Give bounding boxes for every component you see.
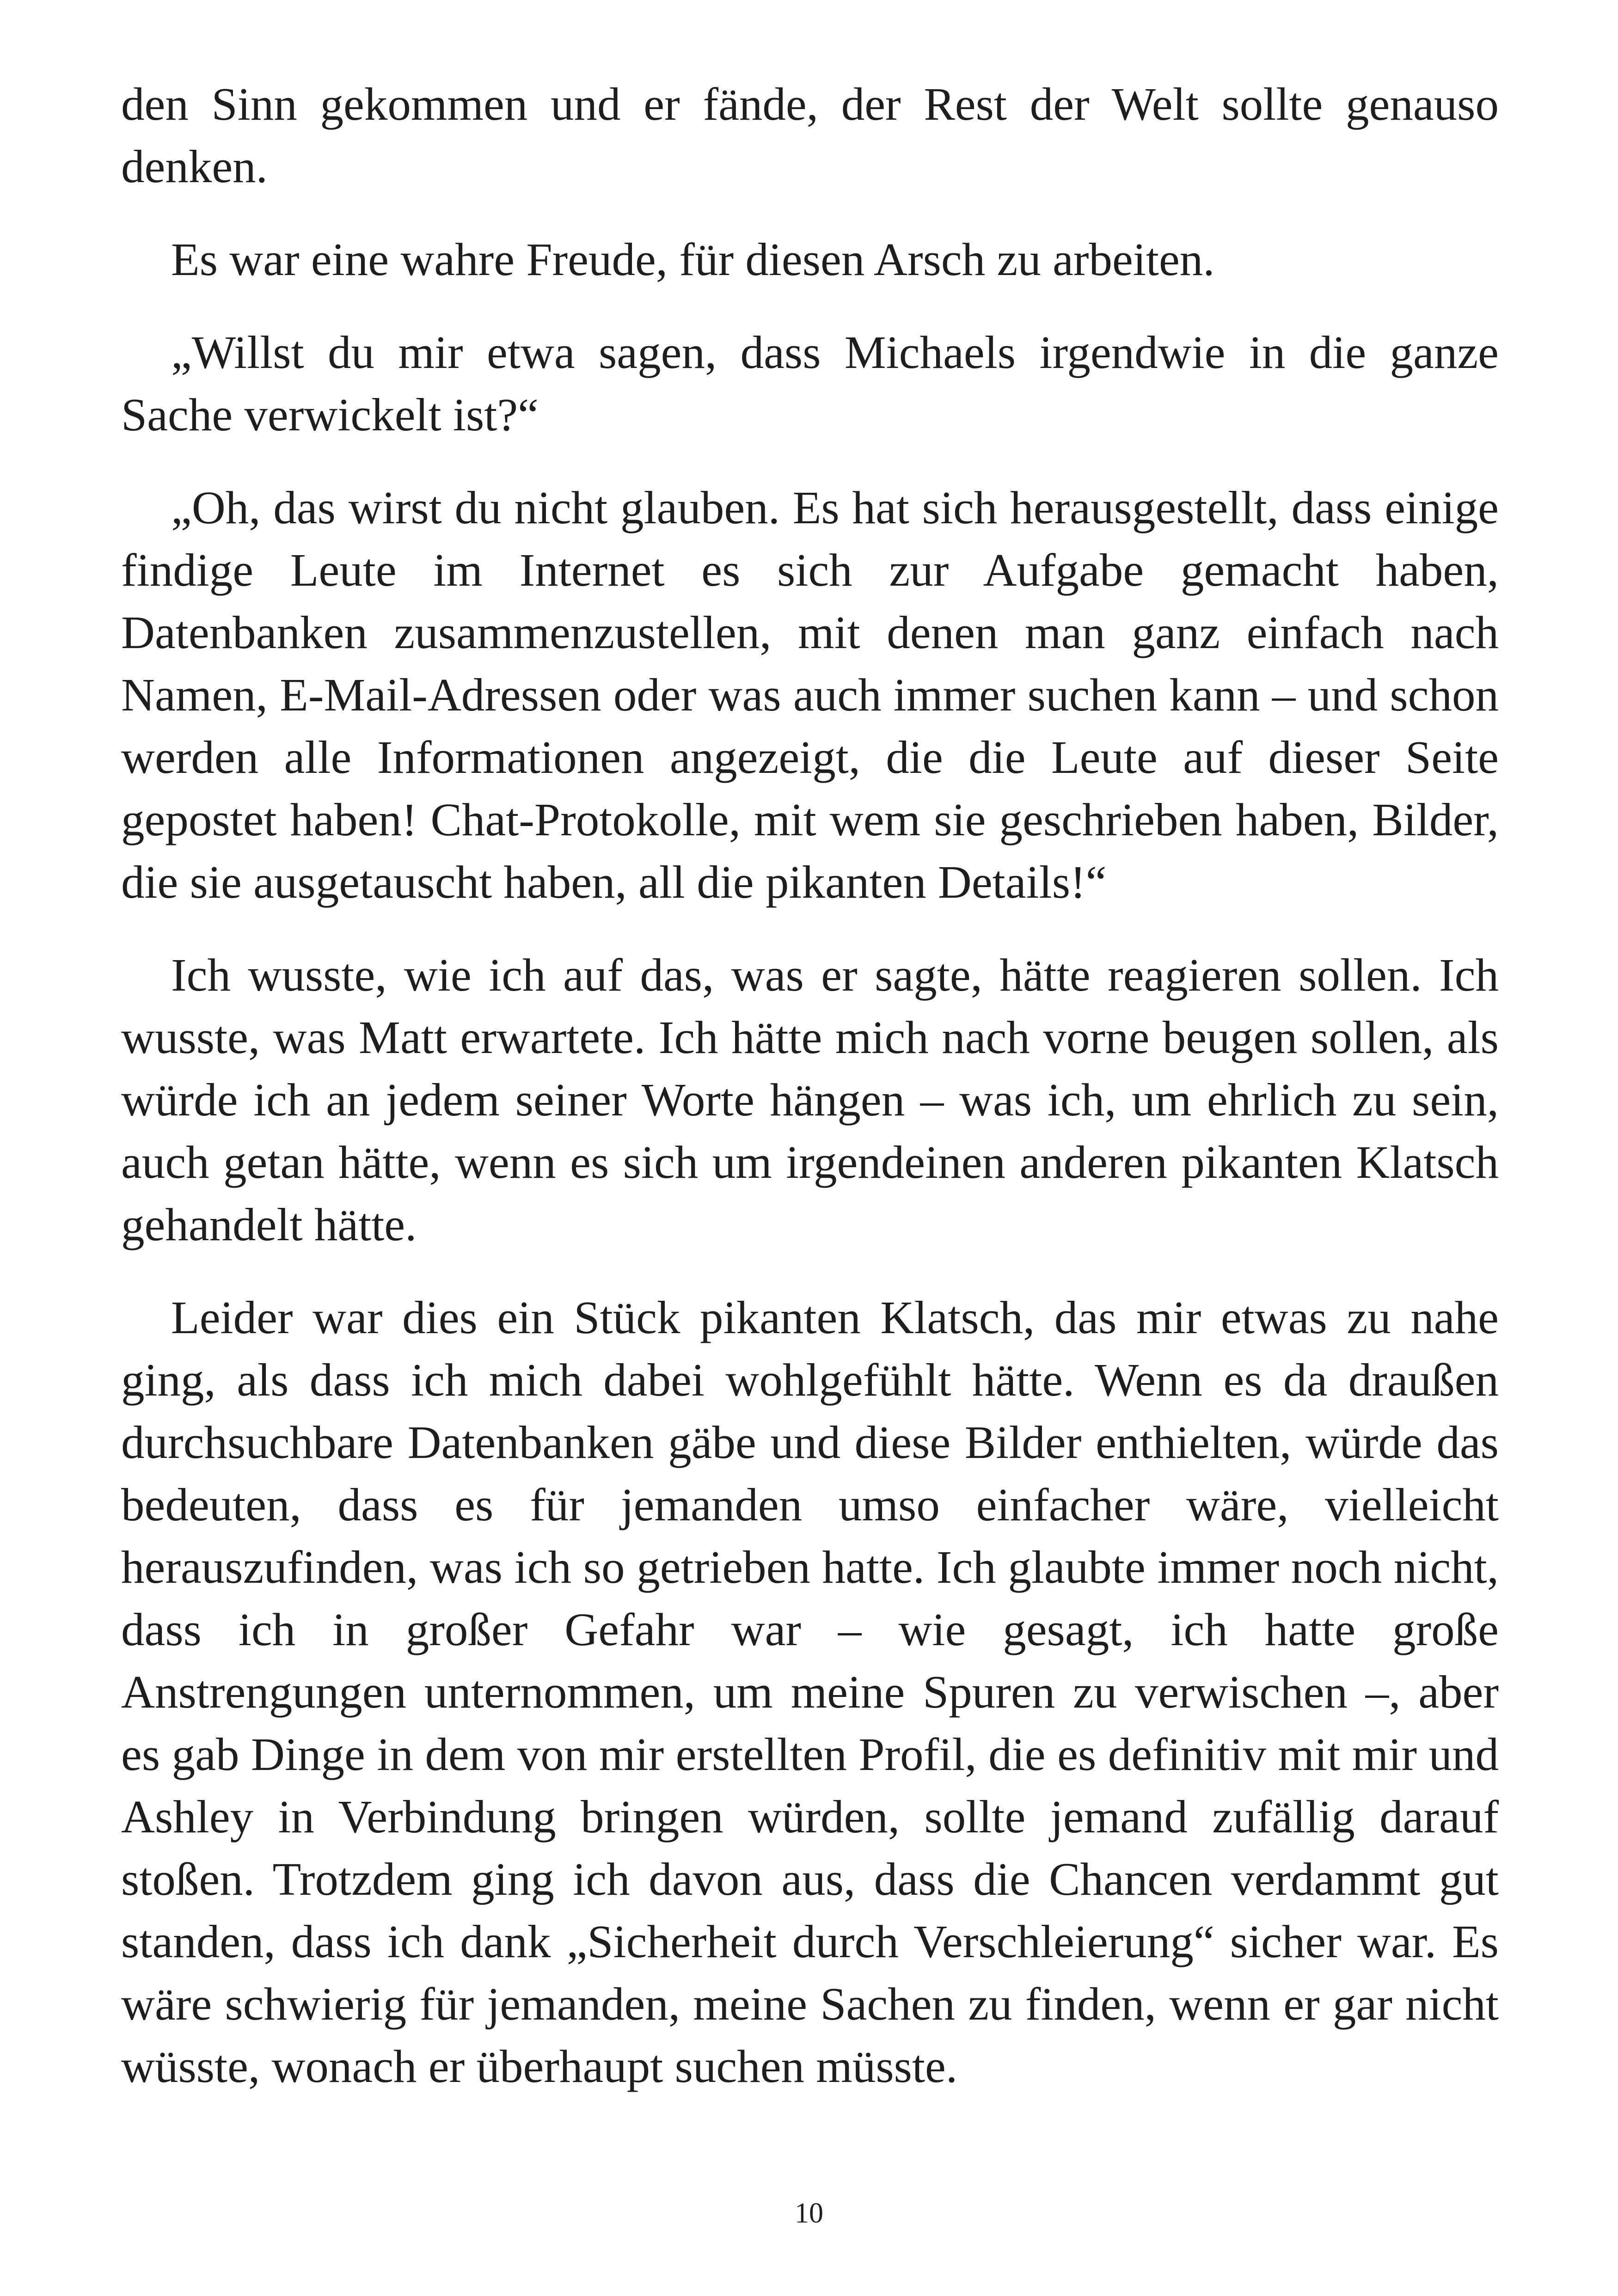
- body-text: [121, 73, 1499, 2128]
- paragraph-6: Leider war dies ein Stück pikanten Klatsch, das mir etwas zu nahe ging, als dass ich mich dabei wohlgefühlt hätte. Wenn es da draußen durchsuchbare Datenbanken gäbe und diese Bilder enthielten, würde das bedeuten, dass es für jemanden umso einfacher wäre, vielleicht herauszufinden, was ich so getrieben hatte. Ich glaubte immer noch nicht, dass ich in großer Gefahr war – wie gesagt, ich hatte große Anstrengungen unternommen, um meine Spuren zu verwischen –, aber es gab Dinge in dem von mir erstellten Profil, die es definitiv mit mir und Ashley in Verbindung bringen würden, sollte jemand zufällig darauf stoßen. Trotzdem ging ich davon aus, dass die Chancen verdammt gut standen, dass ich dank „Sicherheit durch Verschleierung“ sicher war. Es wäre schwierig für jemanden, meine Sachen zu finden, wenn er gar nicht wüsste, wonach er überhaupt suchen müsste.: [121, 1292, 1499, 2092]
- paragraph-4: „Oh, das wirst du nicht glauben. Es hat sich herausgestellt, dass einige findige Leute im Internet es sich zur Aufgabe gemacht haben, Datenbanken zusammenzustellen, mit denen man ganz einfach nach Namen, E-Mail-Adressen oder was auch immer suchen kann – und schon werden alle Informationen angezeigt, die die Leute auf dieser Seite gepostet haben! Chat-Protokolle, mit wem sie geschrieben haben, Bilder, die sie ausgetauscht haben, all die pikanten Details!“: [121, 482, 1499, 908]
- page-number: 10: [795, 2198, 823, 2229]
- paragraph-3: „Willst du mir etwa sagen, dass Michaels irgendwie in die ganze Sache verwickelt ist?“: [121, 326, 1499, 441]
- paragraph-5: Ich wusste, wie ich auf das, was er sagte, hätte reagieren sollen. Ich wusste, was Matt erwartete. Ich hätte mich nach vorne beugen sollen, als würde ich an jedem seiner Worte hängen – was ich, um ehrlich zu sein, auch getan hätte, wenn es sich um irgendeinen anderen pikanten Klatsch gehandelt hätte.: [121, 949, 1499, 1250]
- paragraph-2: Es war eine wahre Freude, für diesen Arsch zu arbeiten.: [171, 233, 1215, 285]
- paragraph-1: den Sinn gekommen und er fände, der Rest der Welt sollte genauso denken.: [121, 78, 1499, 192]
